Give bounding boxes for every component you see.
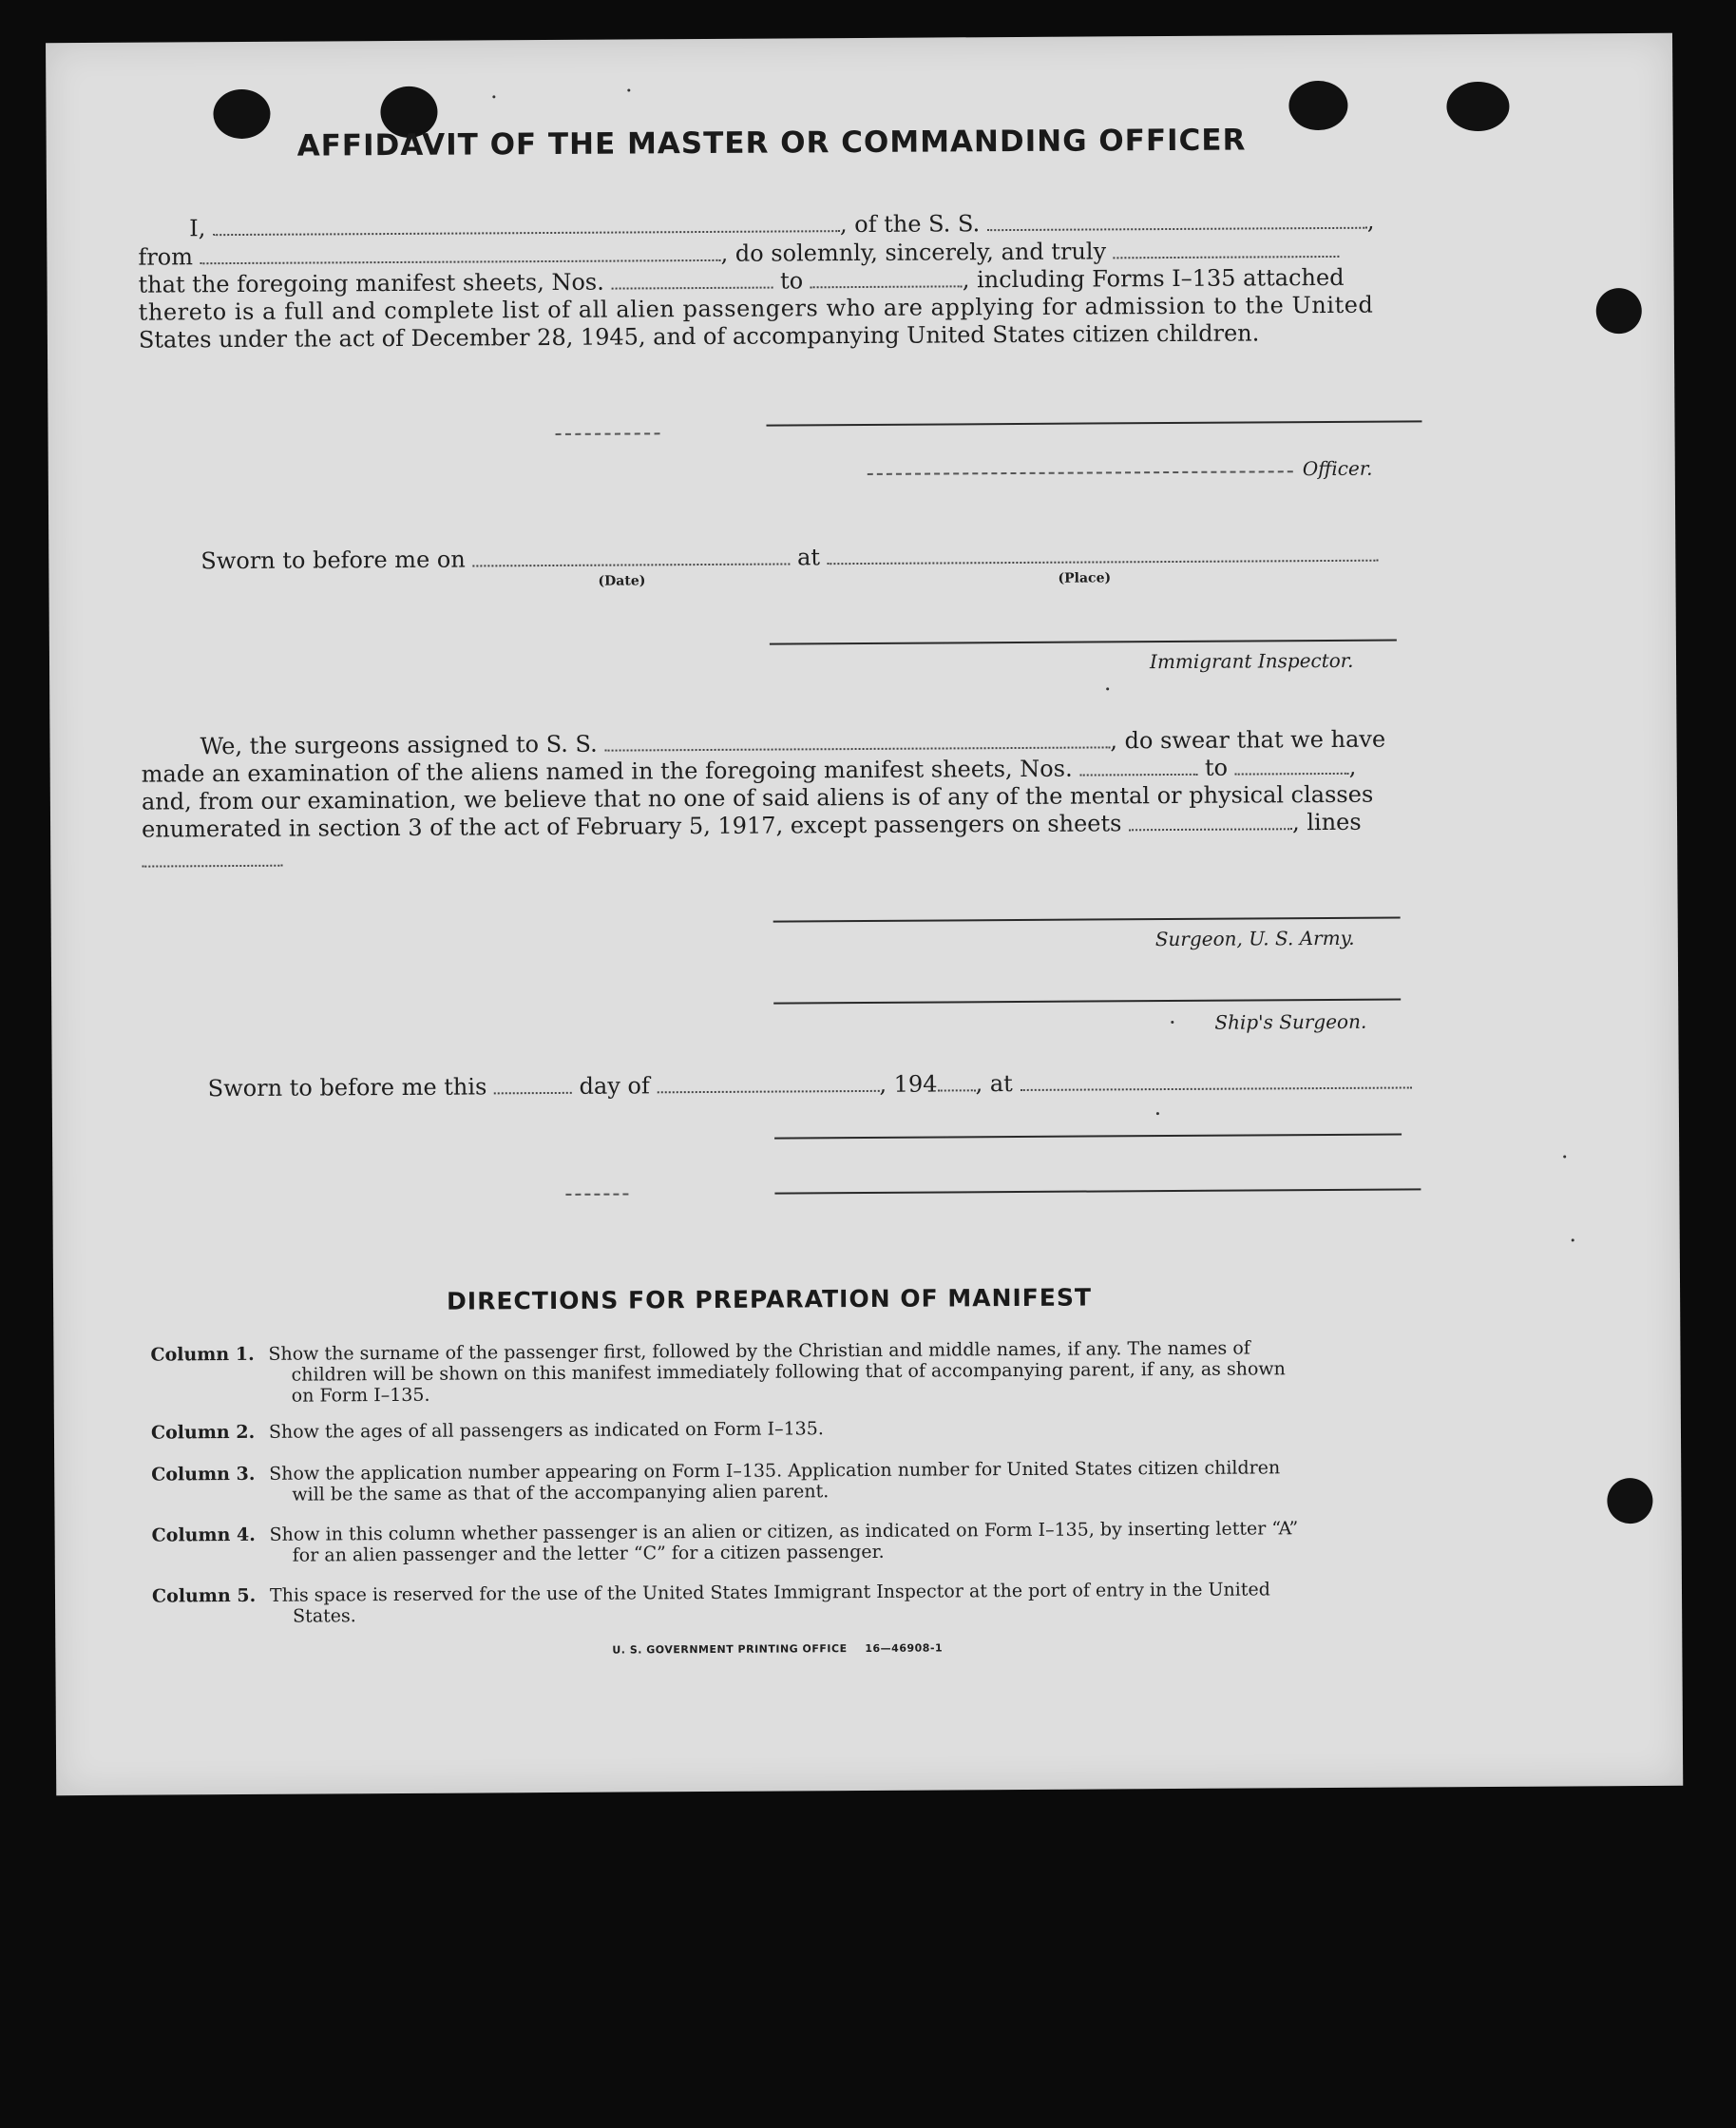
signature-line-a[interactable] xyxy=(774,1134,1402,1140)
punch-hole-top-1 xyxy=(213,89,270,139)
surgeon-ship-field[interactable] xyxy=(604,731,1110,751)
punch-hole-top-3 xyxy=(1288,81,1347,130)
officer-signature-line-2[interactable] xyxy=(868,470,1293,475)
surgeons-line-5 xyxy=(142,846,282,873)
punch-hole-top-4 xyxy=(1446,82,1509,131)
column-2-label: Column 2. xyxy=(150,1421,256,1444)
affidavit-line-2: from , do solemnly, sincerely, and truly xyxy=(138,237,1340,271)
sworn-place-field[interactable] xyxy=(828,545,1379,566)
printer-imprint: U. S. GOVERNMENT PRINTING OFFICE xyxy=(612,1642,848,1657)
form-number: 16—46908-1 xyxy=(865,1641,944,1655)
ship-name-field[interactable] xyxy=(987,212,1367,231)
directions-title: DIRECTIONS FOR PREPARATION OF MANIFEST xyxy=(447,1283,1093,1315)
affidavit-line-4: thereto is a full and complete list of all alien passengers who are applying for admission to the United xyxy=(138,291,1374,326)
swear-field[interactable] xyxy=(1114,240,1340,259)
signature-line-b[interactable] xyxy=(774,1188,1421,1194)
sheets-from-field[interactable] xyxy=(611,272,773,290)
speck xyxy=(1572,1238,1574,1241)
place-caption: (Place) xyxy=(1058,570,1112,586)
column-3-text: Show the application number appearing on Form I–135. Application number for United States citizen children will be the same as that of the accompanying alien parent. xyxy=(269,1457,1281,1505)
column-5-text: This space is reserved for the use of the United States Immigrant Inspector at the port of entry in the United States. xyxy=(269,1579,1270,1627)
sworn-line-2: Sworn to before me this day of , 194 , at xyxy=(208,1067,1412,1102)
column-3-label: Column 3. xyxy=(151,1463,256,1486)
column-2-text: Show the ages of all passengers as indicated on Form I–135. xyxy=(268,1418,824,1443)
ship-surgeon-label: Ship's Surgeon. xyxy=(1214,1009,1367,1034)
army-surgeon-signature-line[interactable] xyxy=(773,917,1401,923)
sworn-month-field[interactable] xyxy=(657,1075,879,1093)
punch-hole-side-1 xyxy=(1596,288,1642,334)
speck xyxy=(1563,1155,1566,1158)
surgeon-sheets-from-field[interactable] xyxy=(1079,758,1197,776)
surgeons-line-4: enumerated in section 3 of the act of February 5, 1917, except passengers on sheets , lines xyxy=(141,808,1362,843)
officer-label: Officer. xyxy=(1302,456,1373,481)
column-1-text: Show the surname of the passenger first, followed by the Christian and middle names, if any. The names of children will be shown on this manifest immediately following that of accompanying parent, if any, as shown on Form I–135. xyxy=(268,1337,1286,1407)
inspector-signature-line[interactable] xyxy=(770,640,1397,645)
sworn-location-field[interactable] xyxy=(1020,1071,1411,1091)
speck xyxy=(492,95,495,98)
army-surgeon-label: Surgeon, U. S. Army. xyxy=(1154,926,1355,951)
manifest-page xyxy=(46,33,1683,1795)
sheets-to-field[interactable] xyxy=(811,270,963,288)
column-4-text: Show in this column whether passenger is an alien or citizen, as indicated on Form I–135, by inserting letter “A” for an alien passenger and the letter “C” for a citizen passenger. xyxy=(269,1518,1299,1566)
affidavit-line-5: States under the act of December 28, 1945, and of accompanying United States citizen children. xyxy=(138,319,1260,354)
except-lines-field[interactable] xyxy=(142,850,282,868)
surgeon-sheets-to-field[interactable] xyxy=(1235,757,1349,776)
speck xyxy=(1171,1021,1173,1024)
sworn-date-field[interactable] xyxy=(472,547,790,566)
ship-surgeon-signature-line[interactable] xyxy=(773,999,1401,1005)
except-sheets-field[interactable] xyxy=(1129,813,1292,831)
date-caption: (Date) xyxy=(598,573,646,589)
column-1-label: Column 1. xyxy=(150,1343,255,1366)
sworn-line-1: Sworn to before me on at xyxy=(200,541,1378,575)
affidavit-title: AFFIDAVIT OF THE MASTER OR COMMANDING OFFICER xyxy=(296,123,1247,163)
speck xyxy=(1106,687,1109,690)
surgeons-line-1: We, the surgeons assigned to S. S. , do swear that we have xyxy=(200,725,1386,760)
sworn-year-field[interactable] xyxy=(937,1074,975,1091)
punch-hole-side-2 xyxy=(1607,1478,1652,1524)
surgeons-line-3: and, from our examination, we believe that no one of said aliens is of any of the mental or physical classes xyxy=(141,780,1374,815)
inspector-label: Immigrant Inspector. xyxy=(1149,648,1354,674)
officer-signature-line-1[interactable] xyxy=(766,420,1421,426)
speck xyxy=(627,88,630,91)
column-4-label: Column 4. xyxy=(151,1524,256,1546)
sworn-day-field[interactable] xyxy=(494,1077,572,1095)
speck xyxy=(1156,1112,1159,1115)
affidavit-line-3: that the foregoing manifest sheets, Nos. to , including Forms I–135 attached xyxy=(138,263,1345,298)
master-name-field[interactable] xyxy=(213,215,840,236)
mark-line xyxy=(556,432,660,435)
port-from-field[interactable] xyxy=(200,244,721,264)
mark-line-2 xyxy=(565,1194,628,1196)
column-5-label: Column 5. xyxy=(151,1584,257,1607)
surgeons-line-2: made an examination of the aliens named in the foregoing manifest sheets, Nos. to , xyxy=(141,753,1357,788)
affidavit-line-1: I, , of the S. S. , xyxy=(189,207,1375,242)
